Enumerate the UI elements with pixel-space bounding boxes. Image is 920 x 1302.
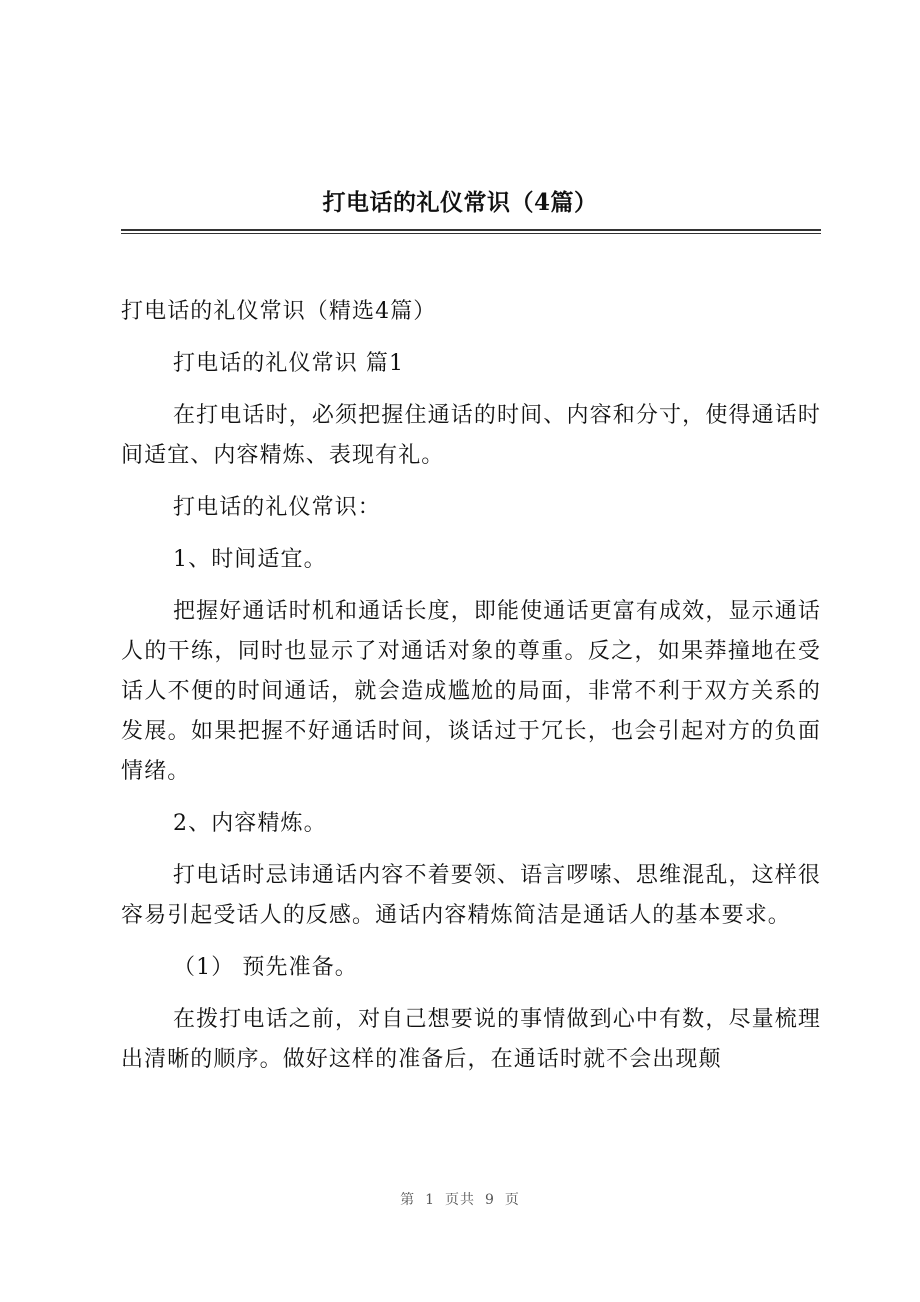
page-footer — [0, 1189, 920, 1209]
document-title: 打电话的礼仪常识（4篇） — [322, 189, 598, 216]
footer-middle: 页共 — [445, 1192, 475, 1208]
paragraph: 1、时间适宜。 — [173, 547, 327, 572]
footer-page-number: 1 — [425, 1192, 435, 1208]
paragraph: 把握好通话时机和通话长度，即能使通话更富有成效，显示通话人的干练，同时也显示了对通话对象的尊重。反之，如果莽撞地在受话人不便的时间通话，就会造成尴尬的局面，非常不利于双方关系的发展。如果把握不好通话时间，谈话过于冗长，也会引起对方的负面情绪。 — [121, 599, 821, 784]
title-divider-thick — [121, 229, 821, 231]
paragraph: 打电话时忌讳通话内容不着要领、语言啰嗦、思维混乱，这样很容易引起受话人的反感。通话内容精炼简洁是通话人的基本要求。 — [121, 863, 821, 928]
paragraph: 打电话的礼仪常识： — [173, 495, 381, 520]
paragraph: 打电话的礼仪常识 篇1 — [173, 351, 405, 376]
paragraph: 打电话的礼仪常识（精选4篇） — [121, 299, 437, 324]
document-body — [121, 292, 821, 1092]
paragraph: 2、内容精炼。 — [173, 811, 327, 836]
footer-total-pages: 9 — [485, 1192, 495, 1208]
footer-prefix: 第 — [400, 1192, 416, 1208]
paragraph: 在拨打电话之前，对自己想要说的事情做到心中有数，尽量梳理出清晰的顺序。做好这样的准备后，在通话时就不会出现颠 — [121, 1007, 821, 1072]
footer-suffix: 页 — [504, 1192, 520, 1208]
title-divider-thin — [121, 233, 821, 234]
paragraph: （1） 预先准备。 — [173, 955, 358, 980]
paragraph: 在打电话时，必须把握住通话的时间、内容和分寸，使得通话时间适宜、内容精炼、表现有礼。 — [121, 403, 821, 468]
